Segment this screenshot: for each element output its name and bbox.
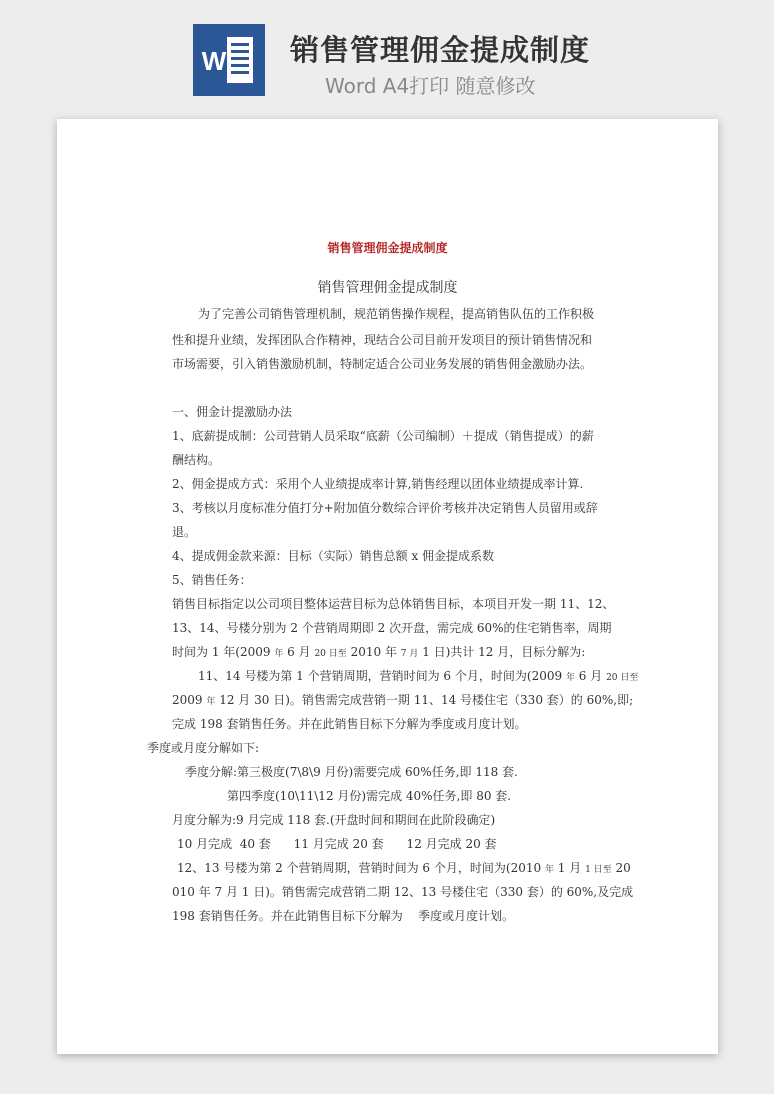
header-subtitle: Word A4打印 随意修改 [325,74,536,98]
phase2-line-2: 010 年 7 月 1 日)。销售需完成营销二期 12、13 号楼住宅（330 套）的 60%,及完成 [172,885,634,899]
phase1-line-3: 完成 198 套销售任务。并在此销售目标下分解为季度或月度计划。 [172,717,527,731]
month-breakdown-2: 10 月完成 40 套 11 月完成 20 套 12 月完成 20 套 [177,837,497,851]
task-line-3: 时间为 1 年(2009 年 6 月 20 日至 2010 年 7 月 1 日)共计 12 月，目标分解为: [172,645,586,659]
svg-text:W: W [201,46,227,76]
document-title: 销售管理佣金提成制度 [317,280,458,296]
word-document-icon [193,24,265,96]
intro-line-2: 性和提升业绩，发挥团队合作精神，现结合公司目前开发项目的预计销售情况和 [172,333,593,347]
section-heading-1: 一、佣金计提激励办法 [172,405,293,419]
intro-line-3: 市场需要，引入销售激励机制，特制定适合公司业务发展的销售佣金激励办法。 [172,357,593,371]
quarter-breakdown-2: 第四季度(10\11\12 月份)需完成 40%任务,即 80 套. [227,789,512,803]
task-line-2: 13、14、号楼分别为 2 个营销周期即 2 次开盘，需完成 60%的住宅销售率，周期 [172,621,612,635]
month-breakdown-1: 月度分解为:9 月完成 118 套.(开盘时间和期间在此阶段确定) [172,813,496,827]
phase2-line-1: 12、13 号楼为第 2 个营销周期，营销时间为 6 个月，时间为(2010 年 1 月 1 日至 20 [177,861,631,875]
phase2-line-3: 198 套销售任务。并在此销售目标下分解为 季度或月度计划。 [172,909,514,923]
item-4: 4、提成佣金款来源：目标（实际）销售总额 x 佣金提成系数 [172,549,495,563]
document-red-title: 销售管理佣金提成制度 [327,241,448,255]
phase1-line-2: 2009 年 12 月 30 日)。销售需完成营销一期 11、14 号楼住宅（330 套）的 60%,即; [172,693,634,707]
breakdown-heading: 季度或月度分解如下: [147,741,260,755]
task-line-1: 销售目标指定以公司项目整体运营目标为总体销售目标，本项目开发一期 11、12、 [172,597,615,611]
item-2: 2、佣金提成方式：采用个人业绩提成率计算,销售经理以团体业绩提成率计算. [172,477,584,491]
header-title: 销售管理佣金提成制度 [290,33,591,67]
intro-line-1: 为了完善公司销售管理机制，规范销售操作规程，提高销售队伍的工作积极 [198,307,595,321]
item-1-line-2: 酬结构。 [172,453,221,467]
phase1-line-1: 11、14 号楼为第 1 个营销周期，营销时间为 6 个月，时间为(2009 年 6 月 20 日至 [198,669,639,683]
item-5: 5、销售任务： [172,573,252,587]
watermark [109,589,133,618]
item-3-line-1: 3、考核以月度标准分值打分+附加值分数综合评价考核并决定销售人员留用或辞 [172,501,598,515]
document-page [57,119,718,1054]
item-3-line-2: 退。 [172,525,197,539]
item-1-line-1: 1、底薪提成制：公司营销人员采取“底薪（公司编制）＋提成（销售提成）的薪 [172,429,594,443]
quarter-breakdown-1: 季度分解:第三极度(7\8\9 月份)需要完成 60%任务,即 118 套. [185,765,518,779]
header [0,0,774,110]
